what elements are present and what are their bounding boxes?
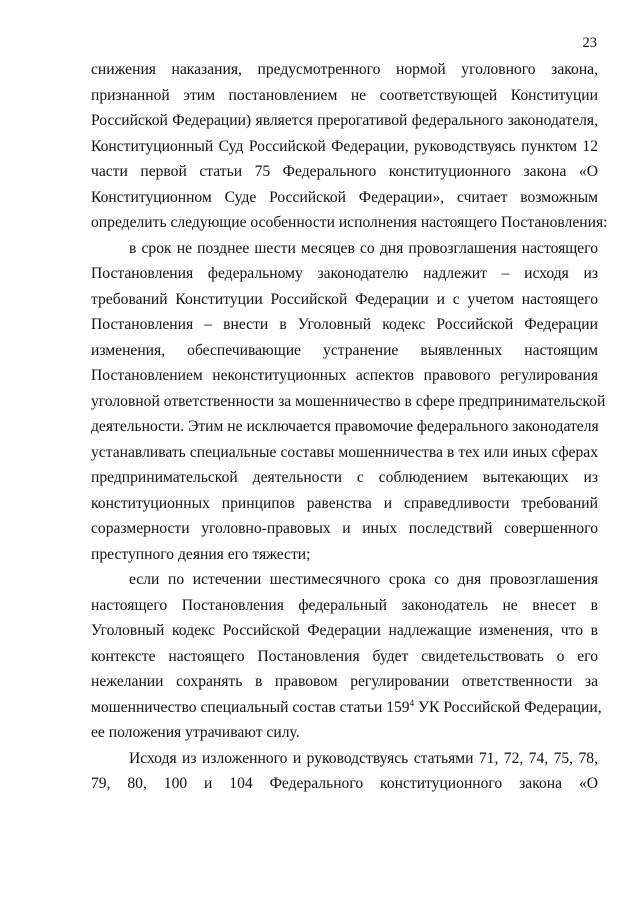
text-line: определить следующие особенности исполнения настоящего Постановления: (91, 214, 608, 231)
text-line: в срок не позднее шести месяцев со дня провозглашения настоящего (129, 239, 598, 257)
paragraph-1 (91, 57, 608, 236)
text-line: контексте настоящего Постановления будет свидетельствовать о его (91, 647, 598, 665)
paragraph-3 (91, 567, 602, 746)
text-line: Постановления федеральному законодателю надлежит – исходя из (91, 265, 598, 282)
text-segment: УК Российской Федерации, (414, 698, 602, 716)
document-body (91, 57, 608, 797)
text-line: конституционных принципов равенства и справедливости требований (91, 494, 598, 512)
text-line: предпринимательской деятельности с соблюдением вытекающих из (91, 469, 598, 486)
text-line: Уголовный кодекс Российской Федерации надлежащие изменения, что в (91, 622, 598, 639)
text-line: Исходя из изложенного и руководствуясь статьями 71, 72, 74, 75, 78, (129, 749, 598, 767)
text-line: нежелании сохранять в правовом регулировании ответственности за (91, 673, 598, 690)
text-line: уголовной ответственности за мошенничество в сфере предпринимательской (91, 392, 606, 410)
text-line: требований Конституции Российской Федерации и с учетом настоящего (91, 290, 598, 308)
text-line: признанной этим постановлением не соответствующей Конституции (91, 86, 598, 104)
text-line: 79, 80, 100 и 104 Федерального конституционного закона «О (91, 775, 598, 792)
text-line: Российской Федерации) является прерогативой федерального законодателя, (91, 112, 598, 129)
text-line: деятельности. Этим не исключается правомочие федерального законодателя (91, 418, 599, 435)
text-line: Постановления – внести в Уголовный кодекс Российской Федерации (91, 316, 598, 333)
text-line: снижения наказания, предусмотренного нормой уголовного закона, (91, 61, 598, 78)
paragraph-2 (91, 236, 606, 568)
text-line: устанавливать специальные составы мошенничества в тех или иных сферах (91, 443, 598, 461)
text-line: настоящего Постановления федеральный законодатель не внесет в (91, 596, 598, 614)
text-line: Конституционном Суде Российской Федерации», считает возможным (91, 188, 598, 206)
text-line: изменения, обеспечивающие устранение выявленных настоящим (91, 341, 598, 359)
text-line: если по истечении шестимесячного срока со дня провозглашения (129, 571, 598, 588)
text-line-with-superscript (91, 695, 602, 721)
article-superscript: 4 (409, 697, 415, 708)
text-line: соразмерности уголовно-правовых и иных последствий совершенного (91, 520, 598, 537)
text-line: преступного деяния его тяжести; (91, 545, 311, 563)
text-line: ее положения утрачивают силу. (91, 724, 300, 741)
paragraph-4 (91, 746, 598, 797)
text-line: Конституционный Суд Российской Федерации, руководствуясь пунктом 12 (91, 137, 598, 155)
text-line: Постановлением неконституционных аспектов правового регулирования (91, 367, 598, 384)
text-segment: мошенничество специальный состав статьи 159 (91, 698, 410, 716)
page-number: 23 (582, 35, 597, 51)
text-line: части первой статьи 75 Федерального конституционного закона «О (91, 163, 598, 180)
